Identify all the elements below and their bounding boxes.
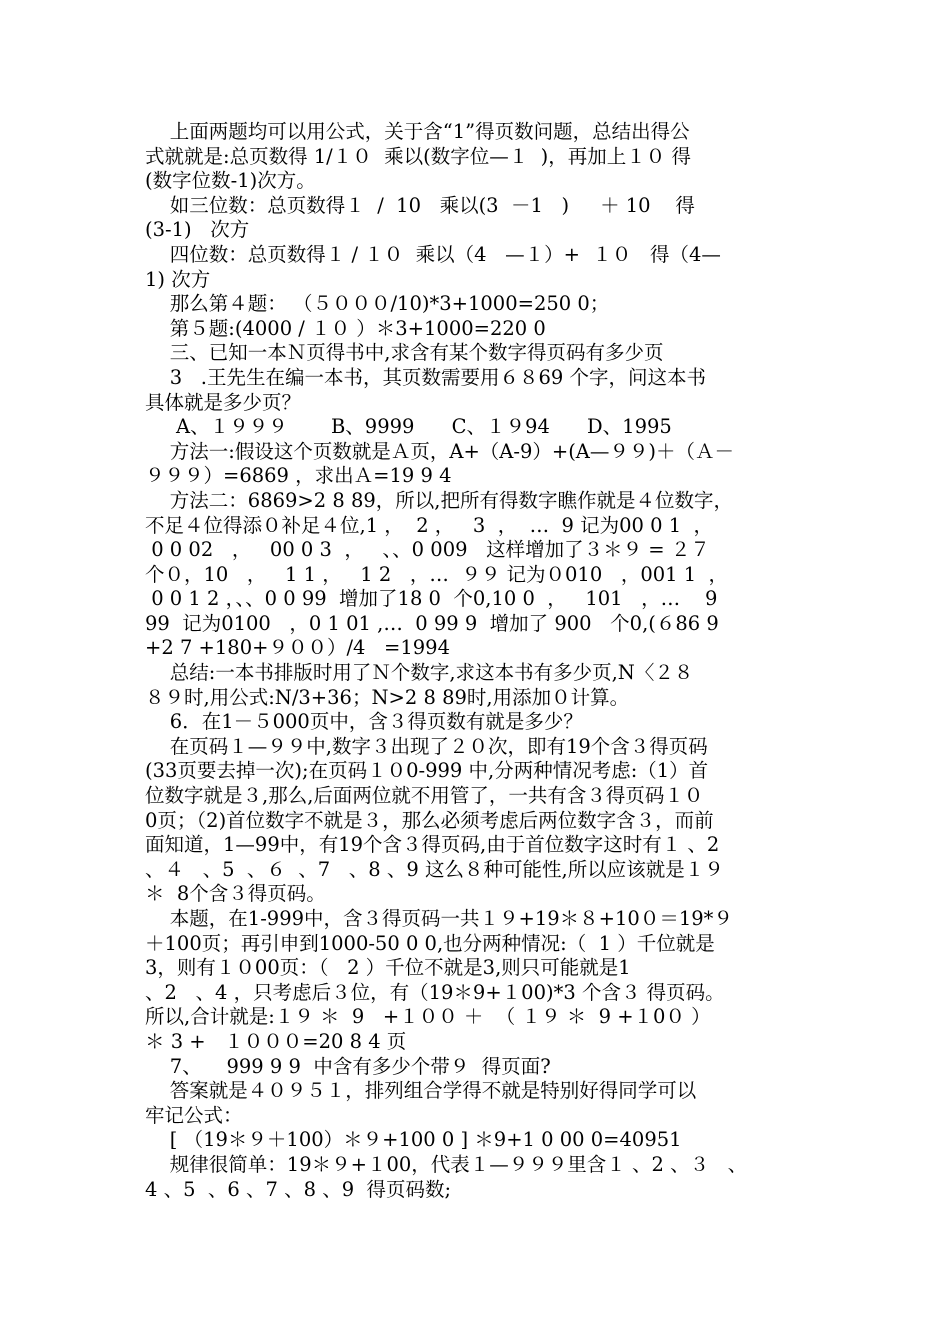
text-line: 牢记公式： xyxy=(145,1103,243,1127)
text-line: (3-1) 次方 xyxy=(145,218,250,242)
text-line: 本题，在1-999中，含３得页码一共１９+19＊８+10０＝19*９ xyxy=(145,907,733,930)
text-line: 、４ 、5 、６ 、7 、8 、9 这么８种可能性,所以应该就是１９ xyxy=(145,857,724,881)
text-line: [ （19＊９＋100）＊９+100 0 ] ＊9+1 0 00 0=40951 xyxy=(145,1128,682,1152)
text-line: 0 0 1 2 ，、、0 0 99 增加了18 0 个0,10 0 ， 101 ，… 9 xyxy=(145,587,718,611)
text-line: 上面两题均可以用公式，关于含“1”得页数问题，总结出得公 xyxy=(145,120,690,143)
text-line: ＊ 3 + １０００=20 8 4 页 xyxy=(145,1029,407,1053)
text-line: 总结:一本书排版时用了Ｎ个数字,求这本书有多少页,N〈２８ xyxy=(145,661,694,685)
text-line: 具体就是多少页？ xyxy=(145,390,302,414)
text-line: ９９９）=6869 ，求出Ａ=19 9 4 xyxy=(145,464,452,488)
text-line: 0页；（2)首位数字不就是３，那么必须考虑后两位数字含３，而前 xyxy=(145,808,714,832)
text-line: 所以,合计就是:１９ ＊ 9 +１００ ＋ （ １９ ＊ 9 +１0０ ） xyxy=(145,1005,711,1029)
text-line: 0 0 02 ， 00 0 3 ， 、、0 009 这样增加了３＊９ = ２７ xyxy=(145,538,710,562)
text-line: (33页要去掉一次);在页码１０0-999 中,分两种情况考虑:（1）首 xyxy=(145,759,709,783)
text-line: 位数字就是３,那么,后面两位就不用管了，一共有含３得页码１０ xyxy=(145,784,704,808)
text-line: 方法一:假设这个页数就是Ａ页，A+（A-9）+(A—９９)＋（Ａ－ xyxy=(145,439,734,463)
document-body xyxy=(145,120,813,1202)
text-line: 面知道，1—99中，有19个含３得页码,由于首位数字这时有１ 、2 xyxy=(145,833,720,857)
text-line: 规律很简单：19＊９+１00，代表１—９９９里含１ 、2 、３ 、 xyxy=(145,1152,748,1176)
text-line: 三、已知一本Ｎ页得书中,求含有某个数字得页码有多少页 xyxy=(145,341,664,365)
text-line: 4 、5 、6 、7 、8 、9 得页码数; xyxy=(145,1177,452,1201)
text-line: ＋100页；再引申到1000-50 0 0,也分两种情况:（ 1 ）千位就是 xyxy=(145,931,715,955)
text-line: 个０，10 ， 1 1 ， 1 2 ，… ９９ 记为０010 ，001 1 ， xyxy=(145,562,729,586)
text-line: ８９时,用公式:N/3+36；N>2 8 89时,用添加０计算。 xyxy=(145,685,630,709)
text-line: 1) 次方 xyxy=(145,267,211,291)
text-line: 99 记为0100 ，0 1 01 ,… 0 99 9 增加了 900 个0,(６86 9 xyxy=(145,611,719,635)
text-line: 3，则有１０00页：（ 2 ）千位不就是3,则只可能就是1 xyxy=(145,956,631,980)
text-line: 6．在1－５000页中，含３得页数有就是多少？ xyxy=(145,710,583,734)
text-line: 第５题:(4000 / １０ ）＊3+1000=220 0 xyxy=(145,316,546,340)
text-line: 如三位数：总页数得１ / 10 乘以(3 －1 ) ＋ 10 得 xyxy=(145,193,695,217)
text-line: ＊ 8个含３得页码。 xyxy=(145,882,326,906)
text-line: 在页码１—９９中,数字３出现了２０次，即有19个含３得页码 xyxy=(145,734,708,758)
text-line: +2 7 +180+９００）/4 =1994 xyxy=(145,636,450,660)
text-line: 7、 999 9 9 中含有多少个带９ 得页面? xyxy=(145,1054,551,1078)
text-line: 式就就是:总页数得 1/１０ 乘以(数字位—１ )，再加上１０ 得 xyxy=(145,144,691,168)
text-line: 不足４位得添０补足４位,1 ， 2 ， 3 ， … 9 记为00 0 1 ， xyxy=(145,513,714,537)
text-line: A、１９９９ B、9999 C、１９94 D、1995 xyxy=(145,415,672,439)
text-line: 方法二：6869>2 8 89，所以,把所有得数字瞧作就是４位数字， xyxy=(145,488,733,512)
text-line: 那么第４题： （５０００/10)*3+1000=250 0； xyxy=(145,292,610,316)
text-line: 四位数：总页数得１ / １０ 乘以（4 —１）+ １０ 得（4— xyxy=(145,242,721,266)
text-line: (数字位数-1)次方。 xyxy=(145,169,316,193)
text-line: 、2 、4 ，只考虑后３位，有（19＊9+１00)*3 个含３ 得页码。 xyxy=(145,980,725,1004)
text-line: 答案就是４０９５１，排列组合学得不就是特别好得同学可以 xyxy=(145,1079,697,1103)
text-line: 3 .王先生在编一本书，其页数需要用６８69 个字，问这本书 xyxy=(145,365,707,389)
